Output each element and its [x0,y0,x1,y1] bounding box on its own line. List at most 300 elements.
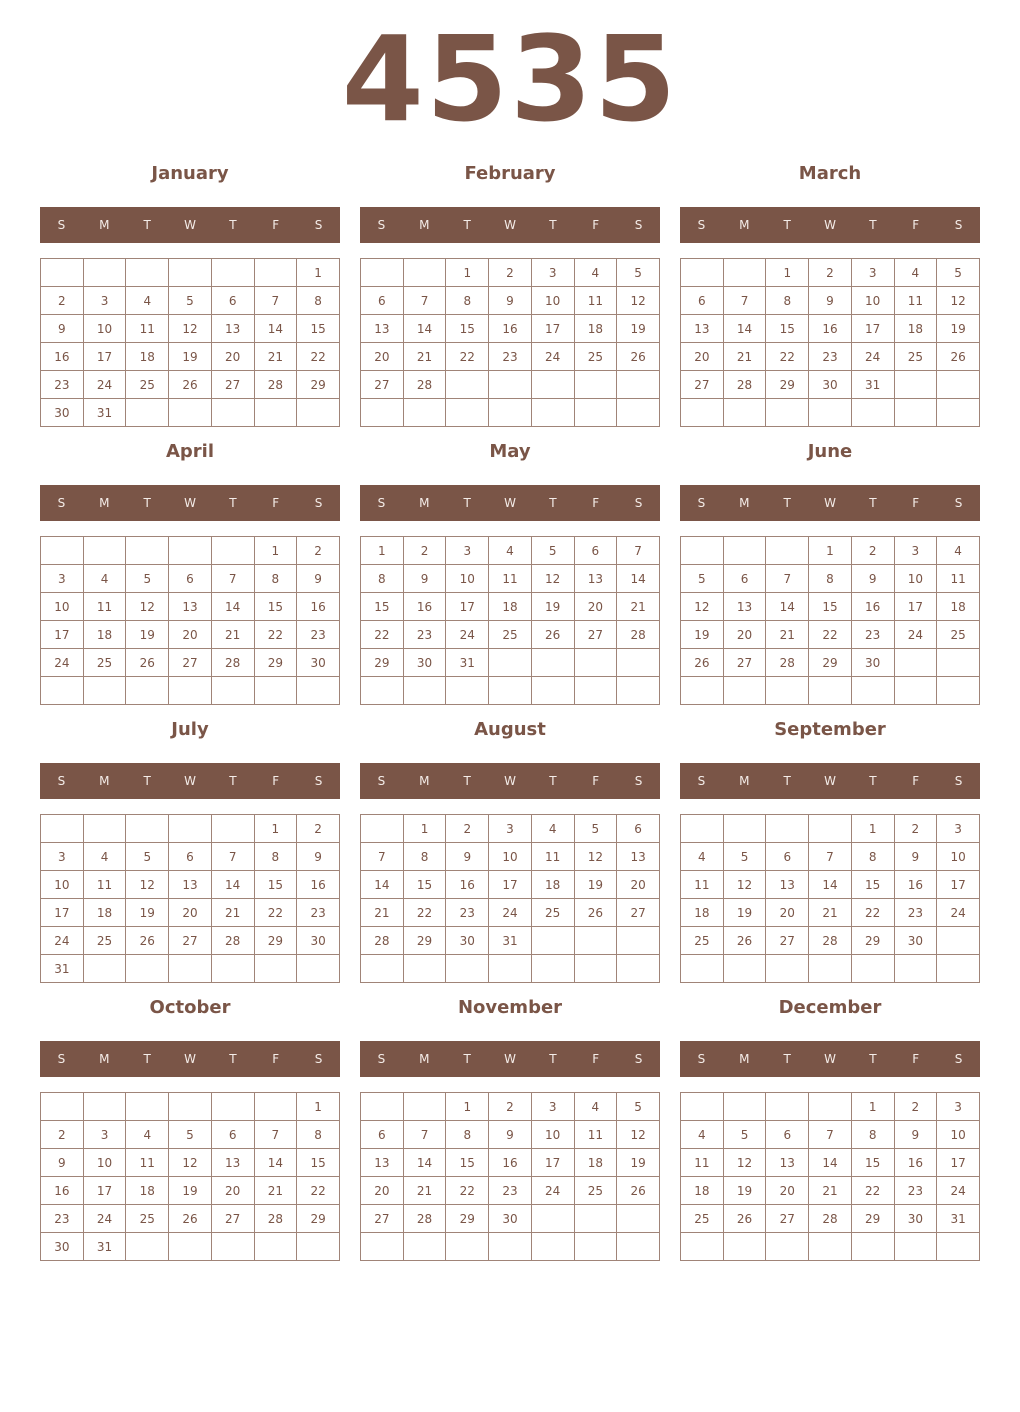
day-cell: 19 [617,315,660,343]
day-cell: 22 [809,621,852,649]
day-cell: 10 [531,287,574,315]
day-cell: 3 [531,1093,574,1121]
week-row [361,1233,660,1261]
day-cell: 3 [446,537,489,565]
day-cell: 1 [766,259,809,287]
weekday-header [40,763,340,799]
day-cell: 10 [851,287,894,315]
weekday-label: S [697,218,706,232]
day-cell: 27 [723,649,766,677]
day-cell [41,815,84,843]
day-cell [41,259,84,287]
day-cell: 19 [681,621,724,649]
day-cell: 29 [851,927,894,955]
day-cell: 3 [937,815,980,843]
weekday-label: T [229,496,237,510]
day-cell: 17 [489,871,532,899]
day-cell: 15 [254,593,297,621]
day-cell: 2 [41,287,84,315]
day-cell [254,259,297,287]
day-cell: 18 [894,315,937,343]
day-cell [126,259,169,287]
day-cell: 29 [809,649,852,677]
week-row [41,343,340,371]
weekday-label: F [592,496,600,510]
week-row [681,1177,980,1205]
day-cell: 9 [297,843,340,871]
week-row [361,649,660,677]
day-cell [297,399,340,427]
week-row [681,621,980,649]
day-grid [40,814,340,983]
weekday-label: F [272,1052,280,1066]
day-cell: 26 [617,1177,660,1205]
weekday-label: T [783,218,791,232]
weekday-label: M [739,774,750,788]
week-row [361,677,660,705]
day-cell [446,677,489,705]
day-grid [680,814,980,983]
day-cell [403,955,446,983]
week-row [361,1093,660,1121]
weekday-label: S [634,1052,643,1066]
day-cell: 9 [446,843,489,871]
day-cell: 1 [403,815,446,843]
week-row [681,649,980,677]
day-cell: 15 [851,871,894,899]
weekday-label: S [57,774,66,788]
day-cell: 26 [574,899,617,927]
weekday-label: S [954,1052,963,1066]
day-cell: 20 [723,621,766,649]
day-cell: 8 [254,565,297,593]
day-cell: 24 [446,621,489,649]
weekday-label: S [314,496,323,510]
day-cell: 2 [809,259,852,287]
day-cell [574,677,617,705]
day-cell: 17 [851,315,894,343]
weekday-header [680,485,980,521]
day-cell: 29 [851,1205,894,1233]
day-cell [83,677,126,705]
weekday-label: W [504,496,516,510]
month-name: February [464,163,556,184]
month-name: December [778,997,882,1018]
day-cell [851,955,894,983]
week-row [681,565,980,593]
weekday-label: T [229,1052,237,1066]
weekday-label: S [377,774,386,788]
week-row [361,927,660,955]
day-cell: 10 [83,1149,126,1177]
day-cell [937,399,980,427]
month-name: August [474,719,546,740]
day-cell [254,1233,297,1261]
day-cell: 13 [766,871,809,899]
day-cell [297,955,340,983]
weekday-label: S [634,218,643,232]
week-row [681,287,980,315]
day-cell: 21 [403,343,446,371]
day-cell: 7 [211,843,254,871]
day-cell [41,537,84,565]
day-cell: 24 [851,343,894,371]
day-cell: 24 [83,371,126,399]
day-grid [680,258,980,427]
day-cell [211,537,254,565]
week-row [681,1205,980,1233]
day-cell: 22 [851,1177,894,1205]
day-cell: 13 [361,315,404,343]
day-cell: 27 [617,899,660,927]
day-cell: 5 [531,537,574,565]
day-cell: 17 [531,1149,574,1177]
day-cell: 14 [254,315,297,343]
day-cell: 13 [169,871,212,899]
day-cell: 6 [766,843,809,871]
weekday-label: S [57,496,66,510]
day-cell: 17 [41,899,84,927]
day-cell: 17 [894,593,937,621]
day-cell: 17 [937,871,980,899]
week-row [361,343,660,371]
week-row [41,1121,340,1149]
week-row [681,593,980,621]
weekday-label: S [697,774,706,788]
day-cell: 6 [766,1121,809,1149]
day-cell: 20 [681,343,724,371]
day-cell [489,649,532,677]
day-cell: 5 [126,565,169,593]
day-cell: 4 [531,815,574,843]
weekday-label: M [739,218,750,232]
weekday-label: W [824,218,836,232]
day-cell: 29 [403,927,446,955]
day-cell [531,677,574,705]
day-cell: 10 [446,565,489,593]
day-cell: 13 [723,593,766,621]
day-cell [937,927,980,955]
day-cell: 31 [851,371,894,399]
day-cell: 30 [446,927,489,955]
day-cell: 7 [403,287,446,315]
day-cell: 23 [809,343,852,371]
day-cell: 29 [254,649,297,677]
week-row [681,259,980,287]
weekday-label: T [229,218,237,232]
week-row [41,927,340,955]
day-cell [254,677,297,705]
day-cell [169,955,212,983]
day-cell [403,1233,446,1261]
day-cell [617,1205,660,1233]
day-cell [574,399,617,427]
day-cell [723,259,766,287]
week-row [41,399,340,427]
week-row [41,899,340,927]
day-cell: 29 [254,927,297,955]
day-grid [40,1092,340,1261]
day-cell: 21 [361,899,404,927]
day-cell: 18 [83,899,126,927]
week-row [41,1233,340,1261]
day-cell: 29 [361,649,404,677]
weekday-label: T [549,218,557,232]
day-cell [297,677,340,705]
day-cell: 6 [211,287,254,315]
day-cell: 22 [403,899,446,927]
day-cell: 30 [894,927,937,955]
day-cell: 3 [83,1121,126,1149]
day-cell: 5 [617,1093,660,1121]
day-cell: 12 [723,1149,766,1177]
day-cell [937,371,980,399]
day-cell: 18 [937,593,980,621]
week-row [681,343,980,371]
day-cell: 26 [126,649,169,677]
day-cell: 25 [681,1205,724,1233]
day-cell: 7 [254,287,297,315]
day-cell: 26 [681,649,724,677]
day-cell [809,955,852,983]
day-cell [809,677,852,705]
day-cell [126,399,169,427]
day-cell: 2 [446,815,489,843]
day-cell: 27 [681,371,724,399]
day-cell: 12 [169,1149,212,1177]
weekday-label: W [824,496,836,510]
day-cell: 18 [126,1177,169,1205]
weekday-label: S [314,218,323,232]
day-cell [617,955,660,983]
day-cell: 2 [297,815,340,843]
day-cell: 28 [403,371,446,399]
day-grid [680,536,980,705]
weekday-label: S [377,218,386,232]
day-cell: 5 [681,565,724,593]
day-cell: 3 [41,843,84,871]
weekday-label: W [504,774,516,788]
day-cell [809,1093,852,1121]
weekday-label: F [912,1052,920,1066]
day-cell: 20 [361,343,404,371]
day-cell [723,955,766,983]
week-row [41,565,340,593]
month-name: March [798,163,862,184]
day-cell: 3 [83,287,126,315]
day-cell: 1 [851,1093,894,1121]
day-cell [169,815,212,843]
day-cell: 28 [361,927,404,955]
day-cell [766,1093,809,1121]
week-row [361,565,660,593]
day-cell: 3 [41,565,84,593]
day-cell: 27 [169,927,212,955]
day-cell: 13 [681,315,724,343]
weekday-header [40,207,340,243]
day-cell: 20 [766,1177,809,1205]
day-cell: 22 [361,621,404,649]
day-cell: 22 [254,621,297,649]
day-cell: 16 [851,593,894,621]
day-cell: 16 [809,315,852,343]
day-cell: 6 [617,815,660,843]
day-cell: 11 [681,871,724,899]
day-cell [574,927,617,955]
day-cell: 7 [254,1121,297,1149]
day-cell: 8 [446,1121,489,1149]
weekday-label: M [419,496,430,510]
weekday-label: M [99,774,110,788]
day-cell: 31 [937,1205,980,1233]
day-cell [766,955,809,983]
day-cell [211,955,254,983]
day-cell: 21 [617,593,660,621]
day-cell: 6 [169,565,212,593]
day-cell: 15 [446,1149,489,1177]
day-cell: 15 [851,1149,894,1177]
day-cell [574,1205,617,1233]
day-cell: 10 [531,1121,574,1149]
day-cell [169,677,212,705]
weekday-label: W [184,496,196,510]
weekday-label: M [419,1052,430,1066]
day-cell [723,1233,766,1261]
weekday-header [360,763,660,799]
day-cell: 6 [723,565,766,593]
day-cell: 18 [489,593,532,621]
day-cell: 24 [83,1205,126,1233]
day-cell [809,1233,852,1261]
day-cell: 22 [446,1177,489,1205]
day-cell [894,1233,937,1261]
day-cell: 4 [574,259,617,287]
day-cell: 11 [83,871,126,899]
day-cell: 10 [937,843,980,871]
day-cell: 4 [489,537,532,565]
day-cell [766,677,809,705]
weekday-header [680,207,980,243]
day-cell: 15 [297,1149,340,1177]
day-cell: 23 [894,899,937,927]
week-row [361,621,660,649]
day-cell: 14 [403,1149,446,1177]
day-cell [681,537,724,565]
day-cell: 10 [894,565,937,593]
day-cell: 23 [894,1177,937,1205]
day-cell: 12 [574,843,617,871]
week-row [361,259,660,287]
weekday-label: T [869,774,877,788]
weekday-label: M [99,1052,110,1066]
day-cell: 29 [297,1205,340,1233]
day-cell: 25 [126,371,169,399]
week-row [361,593,660,621]
month-name: May [489,441,531,462]
day-cell: 19 [937,315,980,343]
day-cell [574,1233,617,1261]
day-cell: 29 [446,1205,489,1233]
day-cell: 28 [254,1205,297,1233]
weekday-label: T [869,1052,877,1066]
weekday-label: S [314,1052,323,1066]
day-cell [766,1233,809,1261]
day-cell: 4 [937,537,980,565]
day-cell: 30 [297,927,340,955]
day-cell: 25 [489,621,532,649]
day-cell: 14 [809,871,852,899]
day-cell: 30 [403,649,446,677]
day-cell: 5 [169,287,212,315]
weekday-label: T [783,1052,791,1066]
day-cell: 16 [489,315,532,343]
day-cell: 30 [809,371,852,399]
day-cell: 9 [297,565,340,593]
day-cell [723,399,766,427]
weekday-label: W [184,774,196,788]
day-cell: 15 [361,593,404,621]
day-cell: 4 [681,843,724,871]
day-cell: 16 [489,1149,532,1177]
day-cell: 6 [169,843,212,871]
weekday-label: S [634,774,643,788]
day-cell [617,677,660,705]
day-cell [937,955,980,983]
day-cell [894,399,937,427]
day-cell: 8 [361,565,404,593]
day-cell: 24 [531,343,574,371]
day-cell [446,371,489,399]
day-cell [446,955,489,983]
day-cell: 23 [41,371,84,399]
day-cell: 19 [169,343,212,371]
day-cell: 30 [297,649,340,677]
month-name: October [149,997,231,1018]
day-cell: 13 [211,1149,254,1177]
day-cell: 30 [41,399,84,427]
day-cell: 27 [211,1205,254,1233]
day-cell [169,259,212,287]
day-cell: 25 [574,1177,617,1205]
day-cell: 13 [766,1149,809,1177]
week-row [681,1149,980,1177]
day-cell: 21 [809,1177,852,1205]
day-cell: 7 [766,565,809,593]
month-name: April [165,441,215,462]
day-cell: 19 [723,1177,766,1205]
week-row [41,259,340,287]
day-cell: 2 [489,259,532,287]
weekday-label: T [143,218,151,232]
day-cell: 2 [894,815,937,843]
day-cell: 24 [937,899,980,927]
weekday-label: T [869,218,877,232]
day-cell [211,399,254,427]
week-row [41,649,340,677]
day-cell: 23 [297,621,340,649]
day-cell: 10 [83,315,126,343]
week-row [41,843,340,871]
day-cell [83,955,126,983]
day-cell: 22 [766,343,809,371]
day-cell [169,1233,212,1261]
day-cell [617,649,660,677]
day-cell: 27 [766,927,809,955]
day-cell [361,259,404,287]
day-cell: 2 [851,537,894,565]
weekday-label: S [634,496,643,510]
day-cell: 19 [126,899,169,927]
